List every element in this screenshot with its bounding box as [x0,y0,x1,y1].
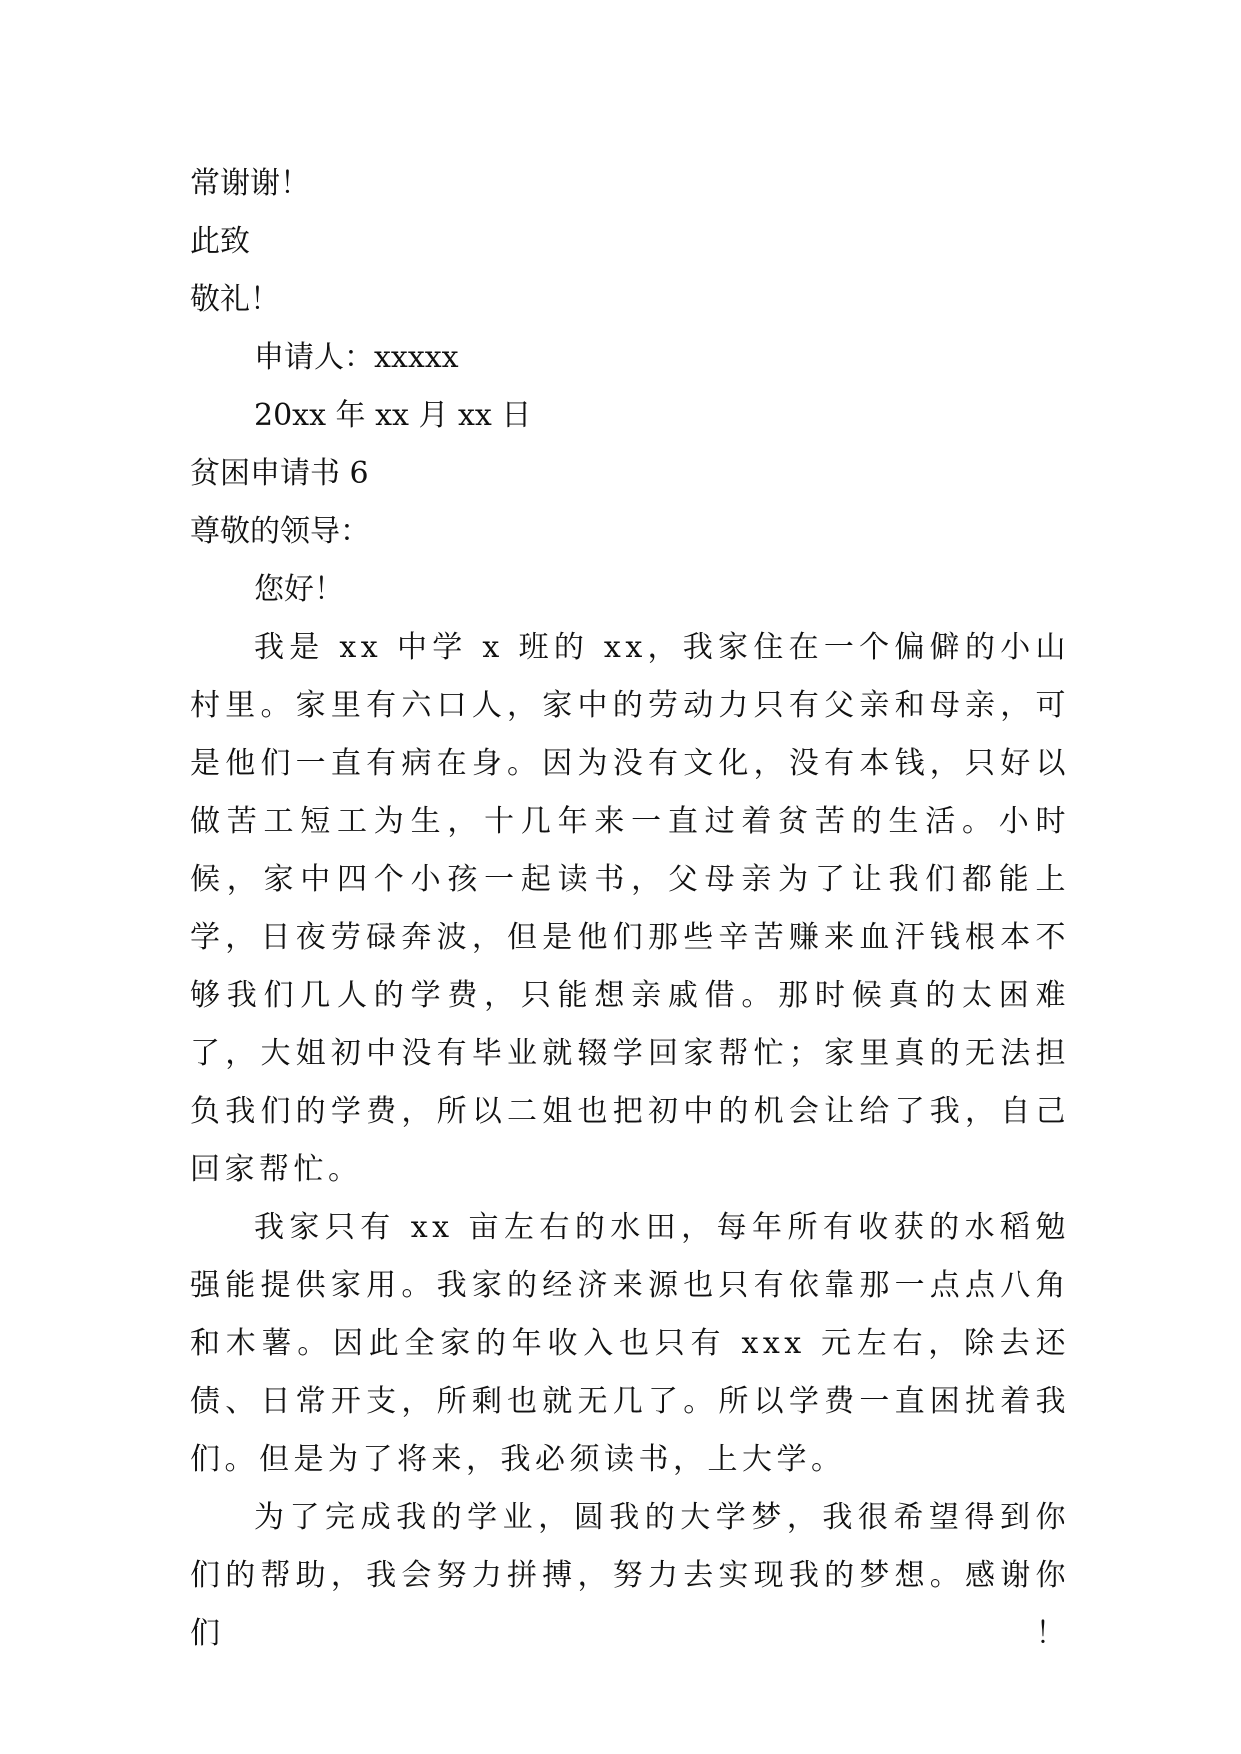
closing-tail: 常谢谢！ [190,166,310,201]
applicant-signature: 申请人：xxxxx [254,340,459,375]
salutation-jing-li: 敬礼！ [190,282,280,317]
body-paragraph-3: 为了完成我的学业，圆我的大学梦，我很希望得到你们的帮助，我会努力拼搏，努力去实现我的梦想。感谢你们！ [190,1500,1070,1651]
body-paragraph-2: 我家只有 xx 亩左右的水田，每年所有收获的水稻勉强能提供家用。我家的经济来源也只有依靠那一点点八角和木薯。因此全家的年收入也只有 xxx 元左右，除去还债、日常开支，所剩也就无几了。所以学费一直困扰着我们。但是为了将来，我必须读书，上大学。 [190,1210,1070,1477]
addressee: 尊敬的领导： [190,514,370,549]
signature-date: 20xx 年 xx 月 xx 日 [254,398,532,433]
document-page [190,155,1070,1663]
greeting: 您好！ [254,572,344,607]
body-paragraph-1: 我是 xx 中学 x 班的 xx，我家住在一个偏僻的小山村里。家里有六口人，家中的劳动力只有父亲和母亲，可是他们一直有病在身。因为没有文化，没有本钱，只好以做苦工短工为生，十几年来一直过着贫苦的生活。小时候，家中四个小孩一起读书，父母亲为了让我们都能上学，日夜劳碌奔波，但是他们那些辛苦赚来血汗钱根本不够我们几人的学费，只能想亲戚借。那时候真的太困难了，大姐初中没有毕业就辍学回家帮忙；家里真的无法担负我们的学费，所以二姐也把初中的机会让给了我，自己回家帮忙。 [190,630,1070,1187]
salutation-ci-zhi: 此致 [190,224,250,259]
section-title: 贫困申请书 6 [190,456,369,491]
